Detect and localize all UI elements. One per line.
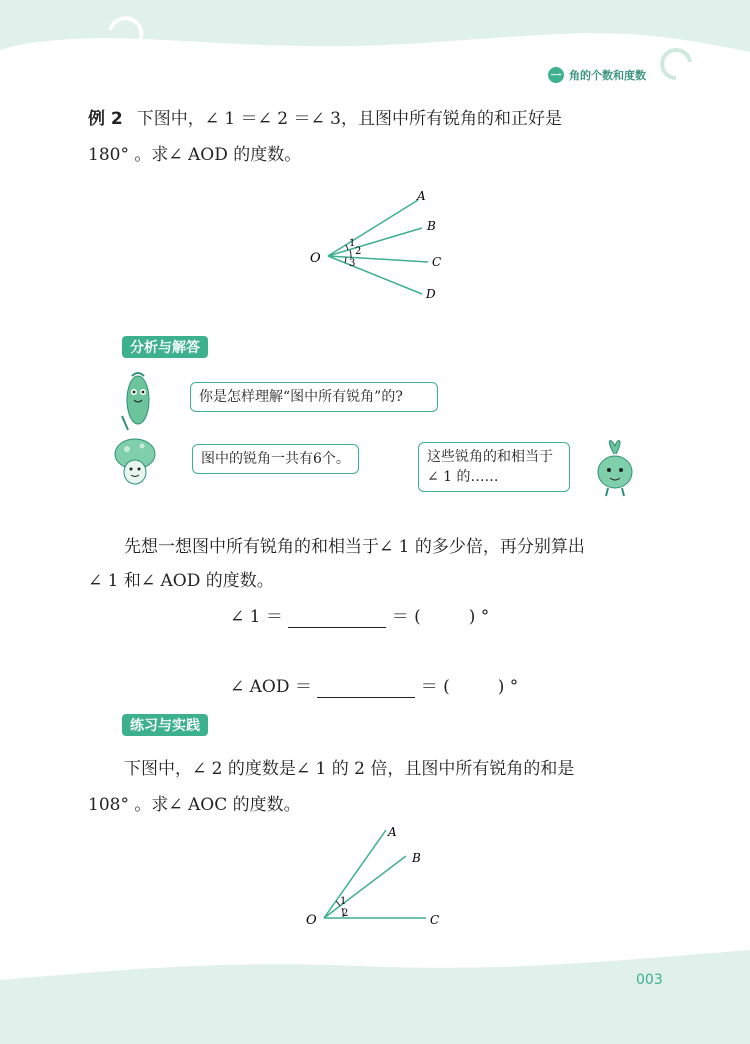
chapter-tag <box>548 66 646 84</box>
chapter-title: 角的个数和度数 <box>569 69 646 82</box>
speech-bubble-2 <box>192 444 359 474</box>
eq2-mid: ＝ ( <box>420 677 450 697</box>
angle-1-label-2: 1 <box>340 896 347 907</box>
example-line-2: 180° 。求∠ AOD 的度数。 <box>88 145 302 165</box>
vertex-o-label-2: O <box>306 913 317 928</box>
eq1-left: ∠ 1 ＝ <box>230 607 283 627</box>
bubble-2-text: 图中的锐角一共有6个。 <box>201 451 350 467</box>
eq2-right: ) ° <box>497 677 519 697</box>
ray-oa <box>328 200 418 256</box>
ray-a-label-2: A <box>388 825 397 839</box>
eq2-left: ∠ AOD ＝ <box>230 677 312 697</box>
angle-figure-aod <box>300 184 460 304</box>
ray-ob <box>328 228 422 256</box>
ray-ob-2 <box>324 856 406 918</box>
ray-b-label: B <box>427 219 436 233</box>
ray-od <box>328 256 422 294</box>
practice-badge: 练习与实践 <box>122 714 208 736</box>
practice-line-1: 下图中，∠ 2 的度数是∠ 1 的 2 倍，且图中所有锐角的和是 <box>124 759 575 779</box>
practice-line-2: 108° 。求∠ AOC 的度数。 <box>88 795 301 815</box>
ray-oc <box>328 256 428 262</box>
eq1-mid: ＝ ( <box>391 607 421 627</box>
chapter-number: 一 <box>548 67 564 83</box>
solution-line-1: 先想一想图中所有锐角的和相当于∠ 1 的多少倍，再分别算出 <box>124 537 585 557</box>
example-line-1 <box>88 108 562 130</box>
angle-3-label: 3 <box>349 258 356 269</box>
cucumber-character-icon <box>112 370 158 434</box>
example-text-1: 下图中，∠ 1 ＝∠ 2 ＝∠ 3，且图中所有锐角的和正好是 <box>136 109 562 129</box>
angle-1-label: 1 <box>349 238 356 249</box>
angle-2-label: 2 <box>355 246 362 257</box>
analysis-badge: 分析与解答 <box>122 336 208 358</box>
page-number: 003 <box>636 972 663 988</box>
mushroom-character-icon <box>110 436 160 492</box>
ray-b-label-2: B <box>412 851 421 865</box>
turnip-character-icon <box>590 434 640 498</box>
solution-line-2: ∠ 1 和∠ AOD 的度数。 <box>88 571 274 591</box>
speech-bubble-3 <box>418 442 570 492</box>
ray-a-label: A <box>417 189 426 203</box>
bubble-3-line-2: ∠ 1 的…… <box>427 469 499 485</box>
bottom-wave-decoration <box>0 940 750 1044</box>
eq1-right: ) ° <box>468 607 490 627</box>
eq2-blank[interactable] <box>317 679 415 698</box>
bubble-1-text: 你是怎样理解“图中所有锐角”的? <box>199 389 403 405</box>
eq1-blank[interactable] <box>288 609 386 628</box>
example-label: 例 2 <box>88 109 123 129</box>
equation-angle-aod <box>230 676 518 698</box>
speech-bubble-1 <box>190 382 438 412</box>
ray-d-label: D <box>426 287 436 301</box>
equation-angle-1 <box>230 606 489 628</box>
ray-c-label-2: C <box>430 913 440 927</box>
angle-2-label-2: 2 <box>342 908 349 919</box>
vertex-o-label: O <box>310 251 321 266</box>
ray-c-label: C <box>432 255 442 269</box>
bubble-3-line-1: 这些锐角的和相当于 <box>427 449 553 465</box>
angle-figure-aoc <box>300 824 460 934</box>
ray-oa-2 <box>324 830 386 918</box>
